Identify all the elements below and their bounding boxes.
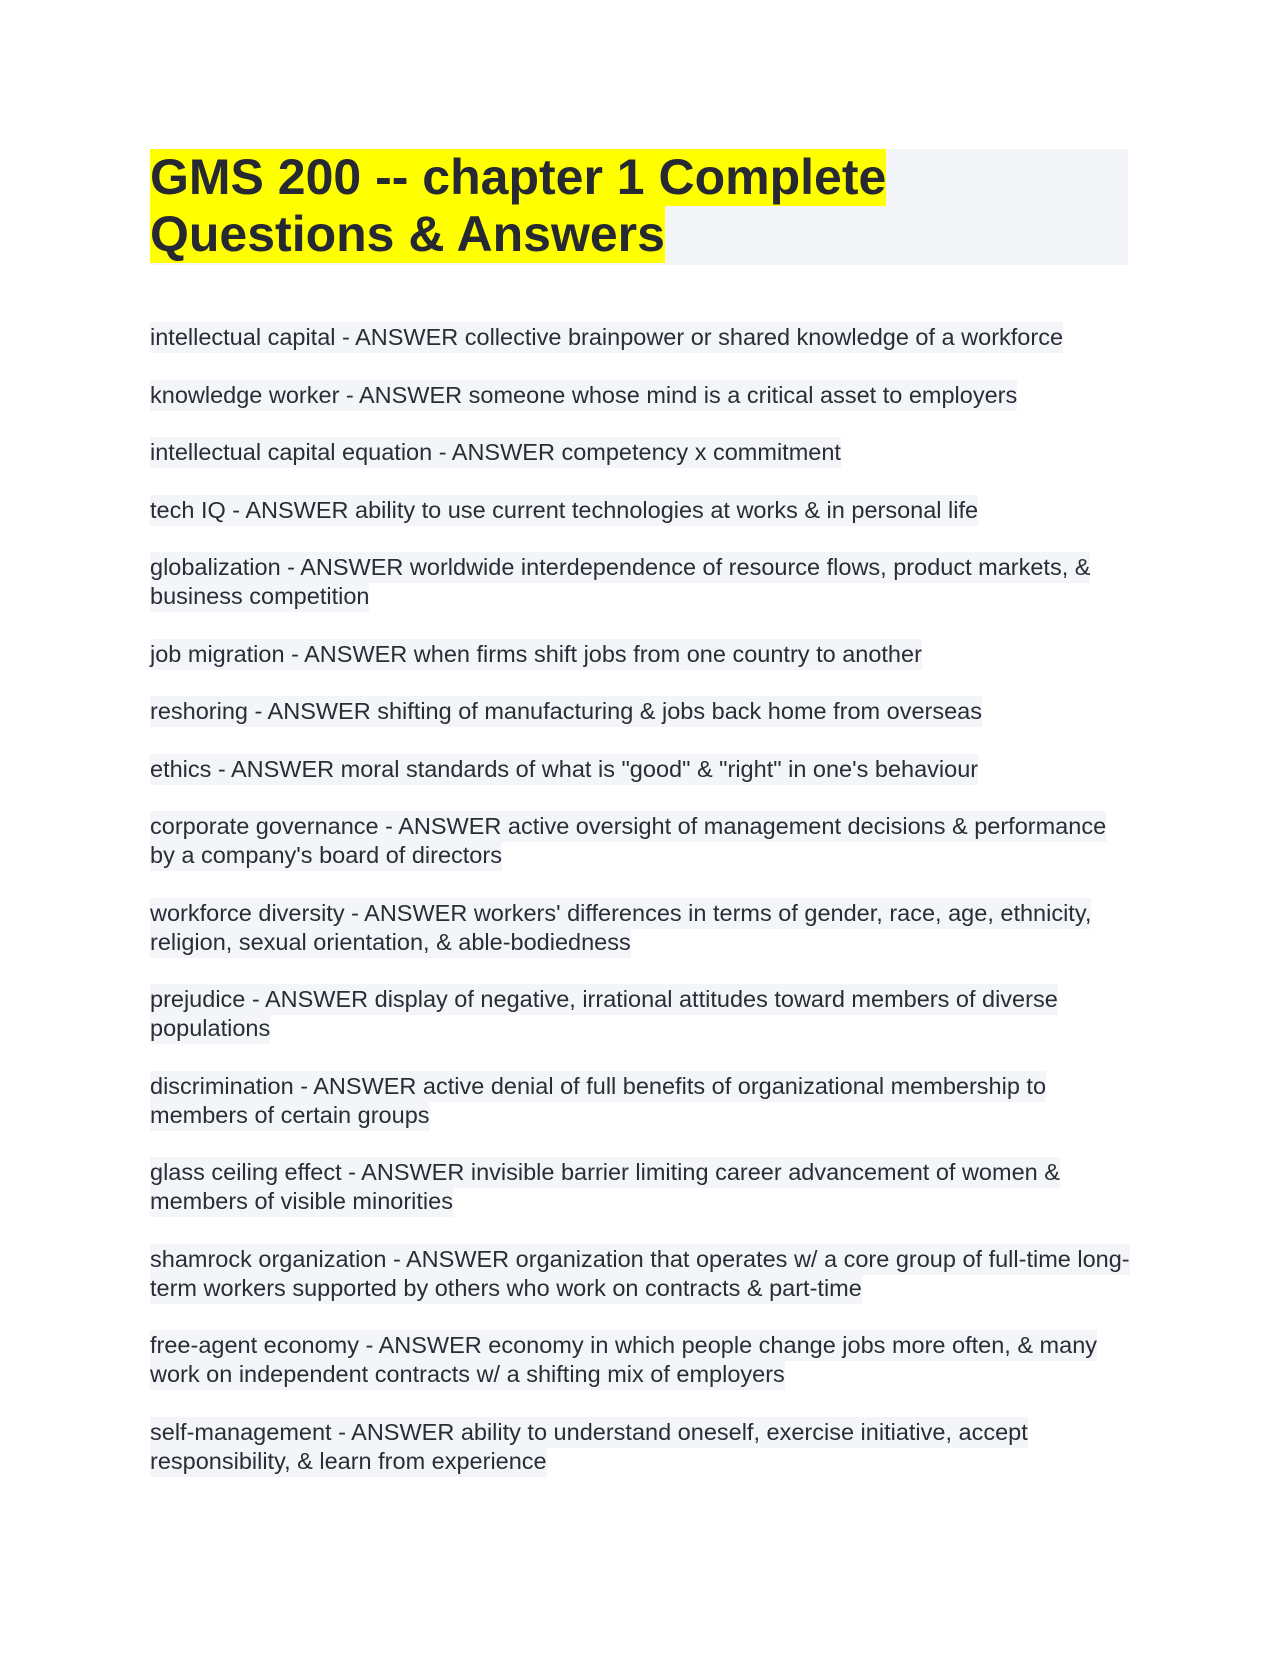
qa-item — [150, 496, 1130, 525]
qa-item — [150, 697, 1130, 726]
qa-text: prejudice - ANSWER display of negative, irrational attitudes toward members of diverse populations — [150, 984, 1058, 1044]
qa-item — [150, 1245, 1130, 1303]
qa-text: shamrock organization - ANSWER organization that operates w/ a core group of full-time long-term workers supported by others who work on contracts & part-time — [150, 1244, 1130, 1304]
qa-item — [150, 812, 1130, 870]
qa-list — [150, 323, 1130, 1504]
qa-text: globalization - ANSWER worldwide interdependence of resource flows, product markets, & business competition — [150, 552, 1090, 612]
qa-item — [150, 899, 1130, 957]
qa-text: discrimination - ANSWER active denial of full benefits of organizational membership to members of certain groups — [150, 1071, 1046, 1131]
qa-text: corporate governance - ANSWER active oversight of management decisions & performance by a company's board of directors — [150, 811, 1106, 871]
qa-item — [150, 755, 1130, 784]
qa-text: intellectual capital - ANSWER collective brainpower or shared knowledge of a workforce — [150, 322, 1063, 353]
qa-text: glass ceiling effect - ANSWER invisible barrier limiting career advancement of women & members of visible minorities — [150, 1157, 1060, 1217]
qa-item — [150, 1158, 1130, 1216]
qa-text: ethics - ANSWER moral standards of what is "good" & "right" in one's behaviour — [150, 754, 978, 785]
qa-item — [150, 1331, 1130, 1389]
qa-item — [150, 640, 1130, 669]
qa-item — [150, 438, 1130, 467]
qa-text: intellectual capital equation - ANSWER competency x commitment — [150, 437, 841, 468]
qa-text: job migration - ANSWER when firms shift jobs from one country to another — [150, 639, 922, 670]
qa-item — [150, 985, 1130, 1043]
qa-text: self-management - ANSWER ability to understand oneself, exercise initiative, accept responsibility, & learn from experience — [150, 1417, 1028, 1477]
qa-item — [150, 1072, 1130, 1130]
qa-text: reshoring - ANSWER shifting of manufacturing & jobs back home from overseas — [150, 696, 982, 727]
document-title — [150, 149, 1128, 263]
qa-text: knowledge worker - ANSWER someone whose mind is a critical asset to employers — [150, 380, 1017, 411]
title-highlight: GMS 200 -- chapter 1 Complete Questions & Answers — [150, 149, 887, 262]
qa-text: tech IQ - ANSWER ability to use current technologies at works & in personal life — [150, 495, 978, 526]
qa-text: workforce diversity - ANSWER workers' differences in terms of gender, race, age, ethnicity, religion, sexual orientation, & able-bodiedness — [150, 898, 1091, 958]
title-block — [150, 149, 1128, 265]
qa-item — [150, 381, 1130, 410]
qa-item — [150, 553, 1130, 611]
qa-item — [150, 323, 1130, 352]
qa-text: free-agent economy - ANSWER economy in which people change jobs more often, & many work on independent contracts w/ a shifting mix of employers — [150, 1330, 1097, 1390]
qa-item — [150, 1418, 1130, 1476]
